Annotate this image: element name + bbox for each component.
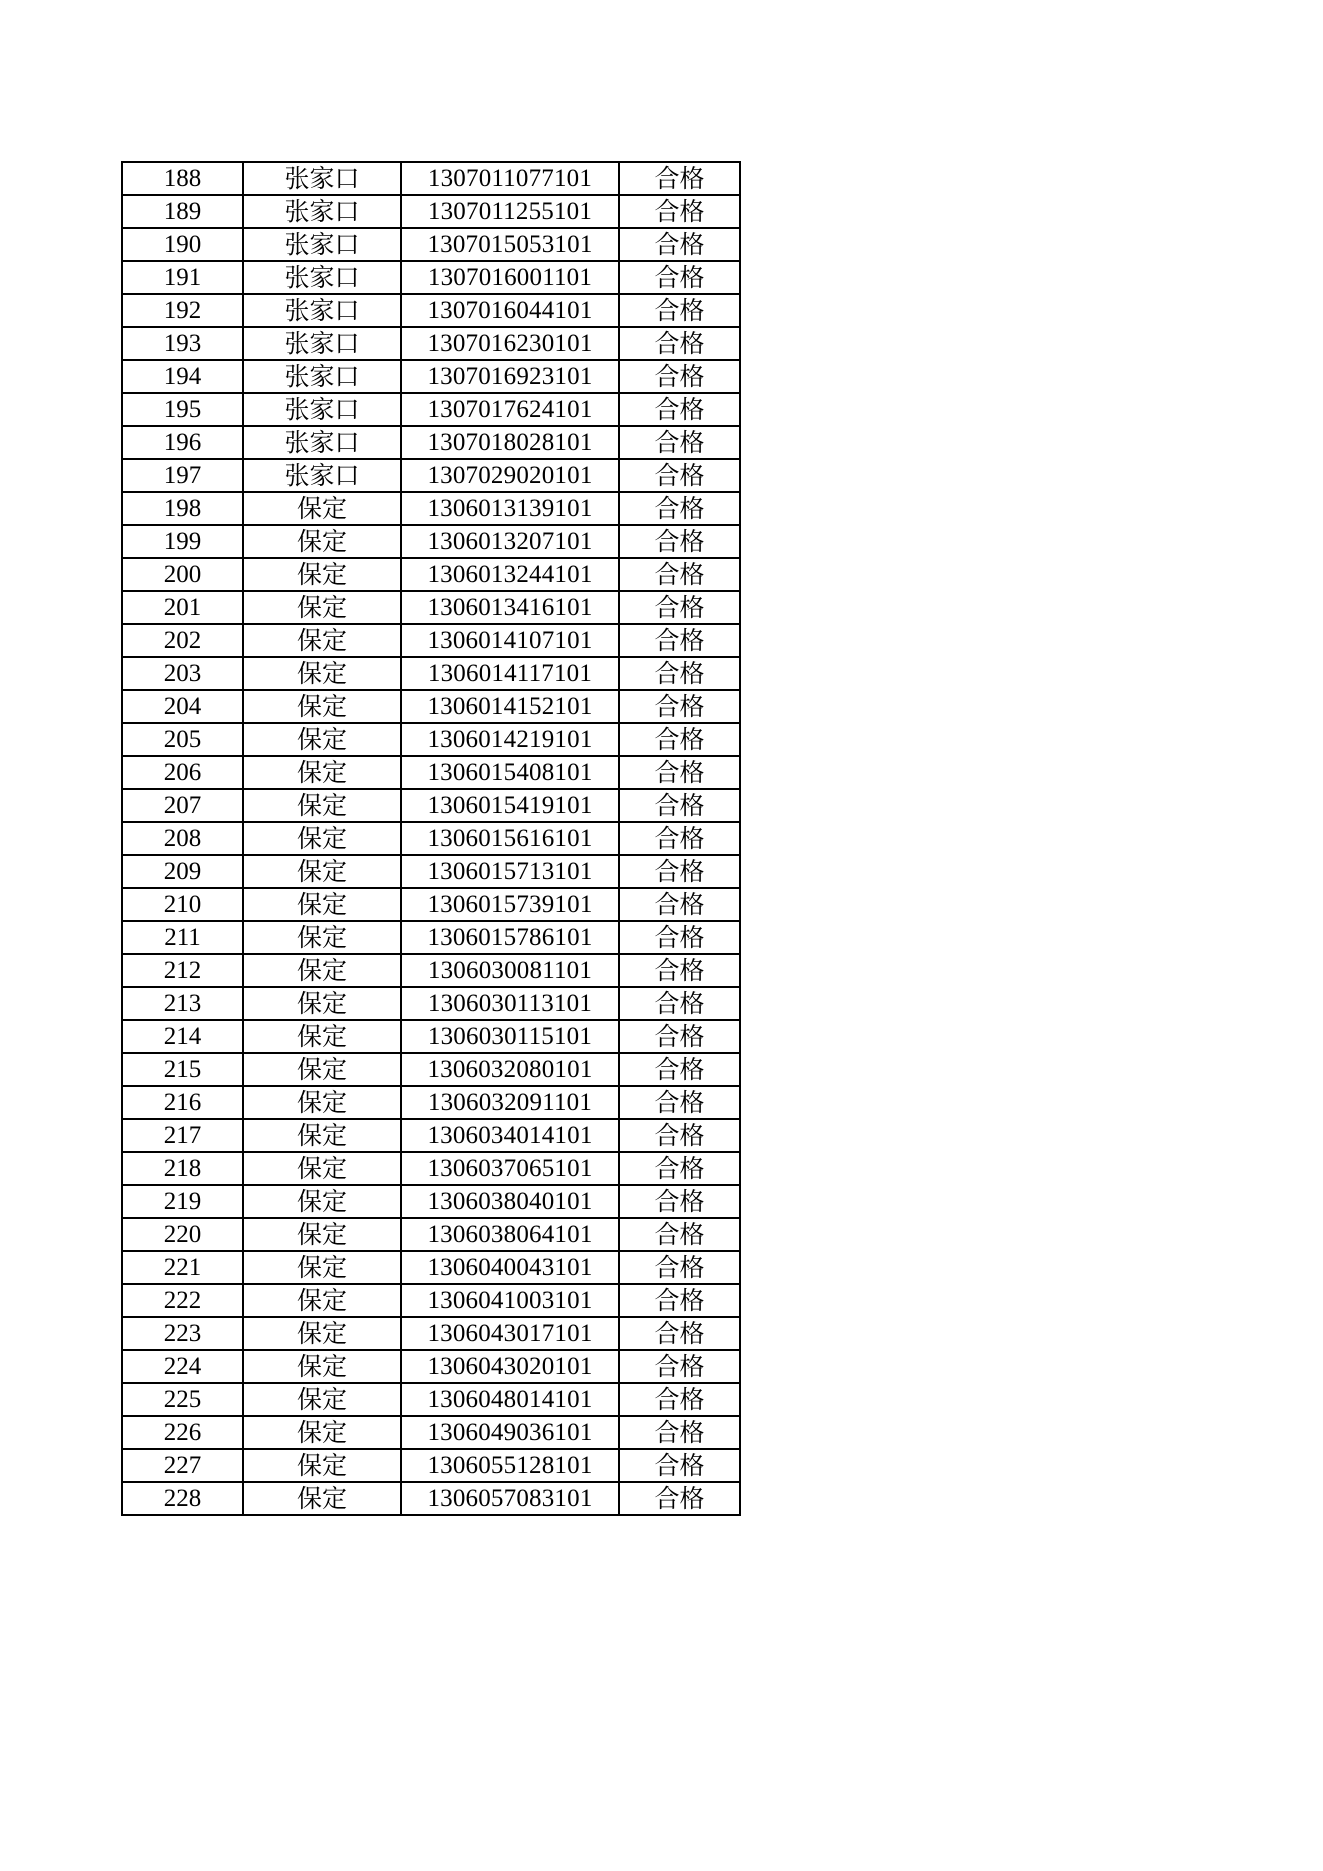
row-number-cell: 214 <box>122 1020 243 1053</box>
result-cell: 合格 <box>619 1218 740 1251</box>
row-number-cell: 213 <box>122 987 243 1020</box>
result-cell: 合格 <box>619 1251 740 1284</box>
row-number-cell: 216 <box>122 1086 243 1119</box>
row-number-cell: 192 <box>122 294 243 327</box>
city-cell: 保定 <box>243 1284 401 1317</box>
table-row <box>122 822 740 855</box>
city-cell: 保定 <box>243 723 401 756</box>
city-cell: 保定 <box>243 1185 401 1218</box>
city-cell: 保定 <box>243 1053 401 1086</box>
city-cell: 保定 <box>243 591 401 624</box>
table-row <box>122 1251 740 1284</box>
result-cell: 合格 <box>619 756 740 789</box>
code-cell: 1306043017101 <box>401 1317 619 1350</box>
city-cell: 保定 <box>243 1020 401 1053</box>
code-cell: 1307016001101 <box>401 261 619 294</box>
table-row <box>122 261 740 294</box>
row-number-cell: 215 <box>122 1053 243 1086</box>
row-number-cell: 222 <box>122 1284 243 1317</box>
city-cell: 保定 <box>243 756 401 789</box>
result-cell: 合格 <box>619 1086 740 1119</box>
table-row <box>122 756 740 789</box>
code-cell: 1306038040101 <box>401 1185 619 1218</box>
result-cell: 合格 <box>619 1284 740 1317</box>
row-number-cell: 205 <box>122 723 243 756</box>
row-number-cell: 189 <box>122 195 243 228</box>
code-cell: 1306030115101 <box>401 1020 619 1053</box>
city-cell: 张家口 <box>243 228 401 261</box>
city-cell: 保定 <box>243 657 401 690</box>
result-cell: 合格 <box>619 1152 740 1185</box>
city-cell: 张家口 <box>243 426 401 459</box>
city-cell: 张家口 <box>243 294 401 327</box>
row-number-cell: 221 <box>122 1251 243 1284</box>
row-number-cell: 201 <box>122 591 243 624</box>
table-row <box>122 1119 740 1152</box>
table-row <box>122 1086 740 1119</box>
result-cell: 合格 <box>619 525 740 558</box>
code-cell: 1306040043101 <box>401 1251 619 1284</box>
city-cell: 保定 <box>243 1482 401 1515</box>
result-cell: 合格 <box>619 789 740 822</box>
code-cell: 1306014107101 <box>401 624 619 657</box>
city-cell: 保定 <box>243 1317 401 1350</box>
table-row <box>122 1185 740 1218</box>
city-cell: 张家口 <box>243 195 401 228</box>
table-row <box>122 558 740 591</box>
table-row <box>122 1317 740 1350</box>
table-row <box>122 855 740 888</box>
row-number-cell: 226 <box>122 1416 243 1449</box>
city-cell: 保定 <box>243 1086 401 1119</box>
city-cell: 保定 <box>243 1350 401 1383</box>
city-cell: 保定 <box>243 690 401 723</box>
row-number-cell: 199 <box>122 525 243 558</box>
code-cell: 1306057083101 <box>401 1482 619 1515</box>
city-cell: 保定 <box>243 558 401 591</box>
result-cell: 合格 <box>619 888 740 921</box>
result-cell: 合格 <box>619 1350 740 1383</box>
row-number-cell: 195 <box>122 393 243 426</box>
code-cell: 1306055128101 <box>401 1449 619 1482</box>
result-cell: 合格 <box>619 162 740 195</box>
result-cell: 合格 <box>619 1317 740 1350</box>
result-cell: 合格 <box>619 459 740 492</box>
city-cell: 保定 <box>243 1251 401 1284</box>
city-cell: 保定 <box>243 492 401 525</box>
table-row <box>122 1218 740 1251</box>
code-cell: 1306037065101 <box>401 1152 619 1185</box>
row-number-cell: 196 <box>122 426 243 459</box>
table-row <box>122 1383 740 1416</box>
code-cell: 1307011255101 <box>401 195 619 228</box>
row-number-cell: 228 <box>122 1482 243 1515</box>
row-number-cell: 209 <box>122 855 243 888</box>
table-row <box>122 525 740 558</box>
table-row <box>122 1284 740 1317</box>
result-cell: 合格 <box>619 1119 740 1152</box>
code-cell: 1306032080101 <box>401 1053 619 1086</box>
code-cell: 1306013244101 <box>401 558 619 591</box>
city-cell: 张家口 <box>243 459 401 492</box>
code-cell: 1307018028101 <box>401 426 619 459</box>
table-row <box>122 492 740 525</box>
result-cell: 合格 <box>619 360 740 393</box>
city-cell: 张家口 <box>243 360 401 393</box>
code-cell: 1306015713101 <box>401 855 619 888</box>
table-row <box>122 1020 740 1053</box>
city-cell: 保定 <box>243 921 401 954</box>
city-cell: 张家口 <box>243 162 401 195</box>
table-row <box>122 228 740 261</box>
row-number-cell: 227 <box>122 1449 243 1482</box>
result-cell: 合格 <box>619 591 740 624</box>
result-cell: 合格 <box>619 921 740 954</box>
result-cell: 合格 <box>619 1185 740 1218</box>
city-cell: 保定 <box>243 624 401 657</box>
city-cell: 保定 <box>243 789 401 822</box>
table-row <box>122 459 740 492</box>
table-row <box>122 1416 740 1449</box>
table-row <box>122 195 740 228</box>
city-cell: 张家口 <box>243 327 401 360</box>
row-number-cell: 197 <box>122 459 243 492</box>
code-cell: 1306030113101 <box>401 987 619 1020</box>
row-number-cell: 200 <box>122 558 243 591</box>
table-row <box>122 1053 740 1086</box>
result-cell: 合格 <box>619 195 740 228</box>
row-number-cell: 210 <box>122 888 243 921</box>
table-row <box>122 294 740 327</box>
table-row <box>122 393 740 426</box>
table-row <box>122 591 740 624</box>
city-cell: 保定 <box>243 1416 401 1449</box>
result-cell: 合格 <box>619 624 740 657</box>
code-cell: 1307015053101 <box>401 228 619 261</box>
city-cell: 保定 <box>243 1383 401 1416</box>
city-cell: 张家口 <box>243 393 401 426</box>
result-cell: 合格 <box>619 1053 740 1086</box>
city-cell: 保定 <box>243 1218 401 1251</box>
result-cell: 合格 <box>619 1449 740 1482</box>
result-cell: 合格 <box>619 1416 740 1449</box>
row-number-cell: 225 <box>122 1383 243 1416</box>
result-cell: 合格 <box>619 492 740 525</box>
city-cell: 保定 <box>243 822 401 855</box>
result-cell: 合格 <box>619 822 740 855</box>
code-cell: 1307016923101 <box>401 360 619 393</box>
code-cell: 1306043020101 <box>401 1350 619 1383</box>
table-row <box>122 1152 740 1185</box>
code-cell: 1306049036101 <box>401 1416 619 1449</box>
result-cell: 合格 <box>619 426 740 459</box>
city-cell: 保定 <box>243 855 401 888</box>
result-cell: 合格 <box>619 690 740 723</box>
code-cell: 1306015739101 <box>401 888 619 921</box>
city-cell: 保定 <box>243 1449 401 1482</box>
table-row <box>122 690 740 723</box>
result-cell: 合格 <box>619 1383 740 1416</box>
table-row <box>122 657 740 690</box>
code-cell: 1306015408101 <box>401 756 619 789</box>
code-cell: 1306014152101 <box>401 690 619 723</box>
row-number-cell: 202 <box>122 624 243 657</box>
code-cell: 1307016230101 <box>401 327 619 360</box>
row-number-cell: 208 <box>122 822 243 855</box>
table-row <box>122 921 740 954</box>
table-row <box>122 789 740 822</box>
result-cell: 合格 <box>619 855 740 888</box>
table-row <box>122 723 740 756</box>
results-table-body <box>122 162 740 1515</box>
code-cell: 1306041003101 <box>401 1284 619 1317</box>
result-cell: 合格 <box>619 1482 740 1515</box>
table-row <box>122 987 740 1020</box>
code-cell: 1307029020101 <box>401 459 619 492</box>
code-cell: 1307016044101 <box>401 294 619 327</box>
result-cell: 合格 <box>619 393 740 426</box>
result-cell: 合格 <box>619 657 740 690</box>
city-cell: 保定 <box>243 954 401 987</box>
result-cell: 合格 <box>619 228 740 261</box>
result-cell: 合格 <box>619 1020 740 1053</box>
code-cell: 1306014219101 <box>401 723 619 756</box>
row-number-cell: 223 <box>122 1317 243 1350</box>
row-number-cell: 198 <box>122 492 243 525</box>
results-table <box>121 161 741 1516</box>
result-cell: 合格 <box>619 723 740 756</box>
code-cell: 1306030081101 <box>401 954 619 987</box>
code-cell: 1306015616101 <box>401 822 619 855</box>
row-number-cell: 207 <box>122 789 243 822</box>
result-cell: 合格 <box>619 327 740 360</box>
code-cell: 1307017624101 <box>401 393 619 426</box>
city-cell: 保定 <box>243 1152 401 1185</box>
row-number-cell: 206 <box>122 756 243 789</box>
code-cell: 1306013207101 <box>401 525 619 558</box>
code-cell: 1306015786101 <box>401 921 619 954</box>
table-row <box>122 954 740 987</box>
code-cell: 1306013139101 <box>401 492 619 525</box>
table-row <box>122 1350 740 1383</box>
table-row <box>122 624 740 657</box>
table-row <box>122 360 740 393</box>
row-number-cell: 217 <box>122 1119 243 1152</box>
code-cell: 1306034014101 <box>401 1119 619 1152</box>
row-number-cell: 218 <box>122 1152 243 1185</box>
city-cell: 保定 <box>243 525 401 558</box>
city-cell: 保定 <box>243 888 401 921</box>
row-number-cell: 193 <box>122 327 243 360</box>
row-number-cell: 203 <box>122 657 243 690</box>
code-cell: 1306015419101 <box>401 789 619 822</box>
table-row <box>122 1482 740 1515</box>
table-row <box>122 327 740 360</box>
table-row <box>122 1449 740 1482</box>
table-row <box>122 888 740 921</box>
code-cell: 1307011077101 <box>401 162 619 195</box>
row-number-cell: 220 <box>122 1218 243 1251</box>
row-number-cell: 194 <box>122 360 243 393</box>
result-cell: 合格 <box>619 954 740 987</box>
result-cell: 合格 <box>619 294 740 327</box>
row-number-cell: 190 <box>122 228 243 261</box>
row-number-cell: 211 <box>122 921 243 954</box>
result-cell: 合格 <box>619 987 740 1020</box>
row-number-cell: 188 <box>122 162 243 195</box>
row-number-cell: 224 <box>122 1350 243 1383</box>
result-cell: 合格 <box>619 558 740 591</box>
table-row <box>122 426 740 459</box>
city-cell: 保定 <box>243 987 401 1020</box>
row-number-cell: 219 <box>122 1185 243 1218</box>
code-cell: 1306014117101 <box>401 657 619 690</box>
code-cell: 1306038064101 <box>401 1218 619 1251</box>
city-cell: 保定 <box>243 1119 401 1152</box>
row-number-cell: 191 <box>122 261 243 294</box>
result-cell: 合格 <box>619 261 740 294</box>
code-cell: 1306013416101 <box>401 591 619 624</box>
city-cell: 张家口 <box>243 261 401 294</box>
row-number-cell: 204 <box>122 690 243 723</box>
code-cell: 1306032091101 <box>401 1086 619 1119</box>
code-cell: 1306048014101 <box>401 1383 619 1416</box>
table-row <box>122 162 740 195</box>
row-number-cell: 212 <box>122 954 243 987</box>
